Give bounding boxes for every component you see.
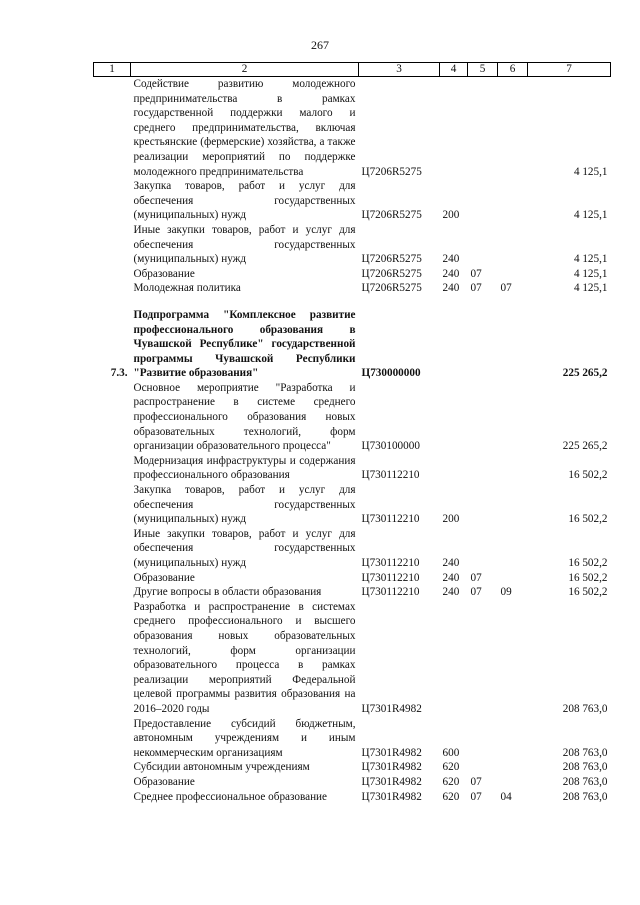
row-section xyxy=(468,600,498,717)
row-subsection xyxy=(498,600,528,717)
row-amount: 4 125,1 xyxy=(573,267,608,280)
table-row xyxy=(94,223,611,267)
row-amount: 225 265,2 xyxy=(562,367,608,380)
row-section: 07 xyxy=(470,267,482,280)
row-amount: 4 125,1 xyxy=(573,282,608,295)
header-col-2: 2 xyxy=(131,63,359,77)
row-section xyxy=(468,717,498,761)
row-subsection: 04 xyxy=(500,790,512,803)
row-name: Среднее профессиональное образование xyxy=(133,790,328,803)
table-header-row xyxy=(94,63,611,77)
row-name: Содействие развитию молодежного предпринимательства в рамках государственной поддержки малого и среднего предпринимательства, включая крестьянские (фермерские) хозяйства, а также реализации мероприятий по поддержке молодежного предпринимательства xyxy=(133,78,356,178)
header-col-7: 7 xyxy=(528,63,611,77)
row-index xyxy=(94,483,131,527)
table-row xyxy=(94,267,611,282)
row-amount: 16 502,2 xyxy=(568,586,608,599)
row-code: Ц7301R4982 xyxy=(361,702,422,715)
row-index xyxy=(94,600,131,717)
row-index xyxy=(94,281,131,296)
row-code: Ц7206R5275 xyxy=(361,209,422,222)
row-subsection xyxy=(498,717,528,761)
row-expense-type: 620 xyxy=(442,790,460,803)
row-name: Молодежная политика xyxy=(133,282,241,295)
row-subsection xyxy=(498,308,528,381)
table-row xyxy=(94,717,611,761)
row-amount: 208 763,0 xyxy=(562,702,608,715)
row-name: Предоставление субсидий бюджетным, автономным учреждениям и иным некоммерческим организациям xyxy=(133,717,356,759)
row-index xyxy=(94,454,131,483)
table-body xyxy=(94,77,611,805)
row-amount: 16 502,2 xyxy=(568,557,608,569)
row-subsection xyxy=(498,267,528,282)
row-section xyxy=(468,381,498,454)
table-row xyxy=(94,308,611,381)
row-subsection xyxy=(498,381,528,454)
row-subsection xyxy=(498,77,528,180)
table-row xyxy=(94,790,611,805)
row-subsection xyxy=(498,571,528,586)
row-name: Другие вопросы в области образования xyxy=(133,586,322,599)
row-expense-type xyxy=(440,600,468,717)
row-name: Субсидии автономным учреждениям xyxy=(133,761,310,774)
row-name: Образование xyxy=(133,267,195,280)
row-section: 07 xyxy=(470,586,482,599)
row-index: 7.3. xyxy=(110,367,128,380)
row-name: Основное мероприятие "Разработка и распространение в системе среднего профессионального образования новых образовательных технологий, форм организации образовательного процесса" xyxy=(133,381,356,453)
row-code: Ц730112210 xyxy=(361,557,420,569)
row-section xyxy=(468,77,498,180)
row-expense-type: 200 xyxy=(442,209,460,222)
row-code: Ц7301R4982 xyxy=(361,790,422,803)
row-section: 07 xyxy=(470,571,482,584)
header-col-6: 6 xyxy=(498,63,528,77)
table-row xyxy=(94,77,611,180)
row-expense-type: 600 xyxy=(442,746,460,759)
header-col-3: 3 xyxy=(359,63,440,77)
row-subsection xyxy=(498,760,528,775)
table-row xyxy=(94,775,611,790)
row-code: Ц730112210 xyxy=(361,571,420,584)
section-spacer xyxy=(94,296,611,308)
row-section xyxy=(468,179,498,223)
row-section xyxy=(468,760,498,775)
row-index xyxy=(94,775,131,790)
row-index xyxy=(94,179,131,223)
page-number: 267 xyxy=(311,38,329,52)
row-code: Ц730112210 xyxy=(361,469,420,482)
row-amount: 16 502,2 xyxy=(568,513,608,526)
row-section: 07 xyxy=(470,790,482,803)
row-expense-type xyxy=(440,308,468,381)
row-index xyxy=(94,381,131,454)
row-index xyxy=(94,717,131,761)
row-name: Модернизация инфраструктуры и содержания профессионального образования xyxy=(133,454,356,482)
row-code: Ц7301R4982 xyxy=(361,746,422,759)
row-expense-type: 620 xyxy=(442,761,460,774)
row-subsection: 07 xyxy=(500,282,512,295)
row-subsection: 09 xyxy=(500,586,512,599)
row-expense-type: 240 xyxy=(442,557,460,569)
row-amount: 16 502,2 xyxy=(568,469,608,482)
row-index xyxy=(94,571,131,586)
row-section xyxy=(468,527,498,571)
row-code: Ц730000000 xyxy=(361,367,421,380)
table-row xyxy=(94,585,611,600)
row-section xyxy=(468,223,498,267)
row-code: Ц7206R5275 xyxy=(361,267,422,280)
row-expense-type: 240 xyxy=(442,571,460,584)
row-code: Ц730112210 xyxy=(361,513,420,526)
row-amount: 16 502,2 xyxy=(568,571,608,584)
row-subsection xyxy=(498,775,528,790)
budget-table xyxy=(93,62,611,804)
row-code: Ц7206R5275 xyxy=(361,253,422,266)
row-expense-type: 240 xyxy=(442,267,460,280)
row-index xyxy=(94,790,131,805)
row-expense-type: 620 xyxy=(442,775,460,788)
row-index xyxy=(94,760,131,775)
row-index xyxy=(94,77,131,180)
header-col-4: 4 xyxy=(440,63,468,77)
table-row xyxy=(94,527,611,571)
row-name: Закупка товаров, работ и услуг для обеспечения государственных (муниципальных) нужд xyxy=(133,484,356,526)
row-code: Ц7206R5275 xyxy=(361,282,422,295)
row-index xyxy=(94,223,131,267)
row-code: Ц7301R4982 xyxy=(361,761,422,774)
row-subsection xyxy=(498,483,528,527)
table-row xyxy=(94,571,611,586)
header-col-1: 1 xyxy=(94,63,131,77)
row-section xyxy=(468,308,498,381)
row-expense-type: 240 xyxy=(442,282,460,295)
table-row xyxy=(94,179,611,223)
row-section: 07 xyxy=(470,775,482,788)
row-expense-type: 240 xyxy=(442,586,460,599)
row-amount: 208 763,0 xyxy=(562,761,608,774)
row-name: Закупка товаров, работ и услуг для обеспечения государственных (муниципальных) нужд xyxy=(133,180,356,222)
table-row xyxy=(94,600,611,717)
table-row xyxy=(94,381,611,454)
row-expense-type xyxy=(440,77,468,180)
row-amount: 225 265,2 xyxy=(562,440,608,453)
row-amount: 4 125,1 xyxy=(573,209,608,222)
row-name: Подпрограмма "Комплексное развитие профессионального образования в Чувашской Республике" государственной программы Чувашской Республики "Развитие образования" xyxy=(133,308,356,380)
table-row xyxy=(94,454,611,483)
row-subsection xyxy=(498,454,528,483)
row-subsection xyxy=(498,223,528,267)
row-code: Ц7206R5275 xyxy=(361,165,422,178)
row-index xyxy=(94,527,131,571)
table-row xyxy=(94,760,611,775)
row-name: Иные закупки товаров, работ и услуг для обеспечения государственных (муниципальных) нужд xyxy=(133,223,356,266)
row-name: Образование xyxy=(133,775,195,788)
row-index xyxy=(94,585,131,600)
table-row xyxy=(94,281,611,296)
row-section xyxy=(468,454,498,483)
row-amount: 4 125,1 xyxy=(573,253,608,266)
row-section xyxy=(468,483,498,527)
row-amount: 208 763,0 xyxy=(562,775,608,788)
row-amount: 4 125,1 xyxy=(573,165,608,178)
row-code: Ц730112210 xyxy=(361,586,420,599)
row-index xyxy=(94,267,131,282)
row-subsection xyxy=(498,527,528,571)
row-expense-type: 240 xyxy=(442,253,460,266)
row-section: 07 xyxy=(470,282,482,295)
table-row xyxy=(94,483,611,527)
row-code: Ц730100000 xyxy=(361,440,420,453)
row-subsection xyxy=(498,179,528,223)
row-name: Разработка и распространение в системах среднего профессионального и высшего образования новых образовательных технологий, форм организации образовательного процесса в рамках реализации мероприятий Федеральной целевой программы развития образования на 2016–2020 годы xyxy=(133,600,356,715)
header-col-5: 5 xyxy=(468,63,498,77)
row-expense-type: 200 xyxy=(442,513,460,526)
row-amount: 208 763,0 xyxy=(562,790,608,803)
row-name: Иные закупки товаров, работ и услуг для обеспечения государственных (муниципальных) нужд xyxy=(133,527,356,569)
row-expense-type xyxy=(440,381,468,454)
row-code: Ц7301R4982 xyxy=(361,775,422,788)
row-expense-type xyxy=(440,454,468,483)
row-amount: 208 763,0 xyxy=(562,746,608,759)
row-name: Образование xyxy=(133,571,195,584)
